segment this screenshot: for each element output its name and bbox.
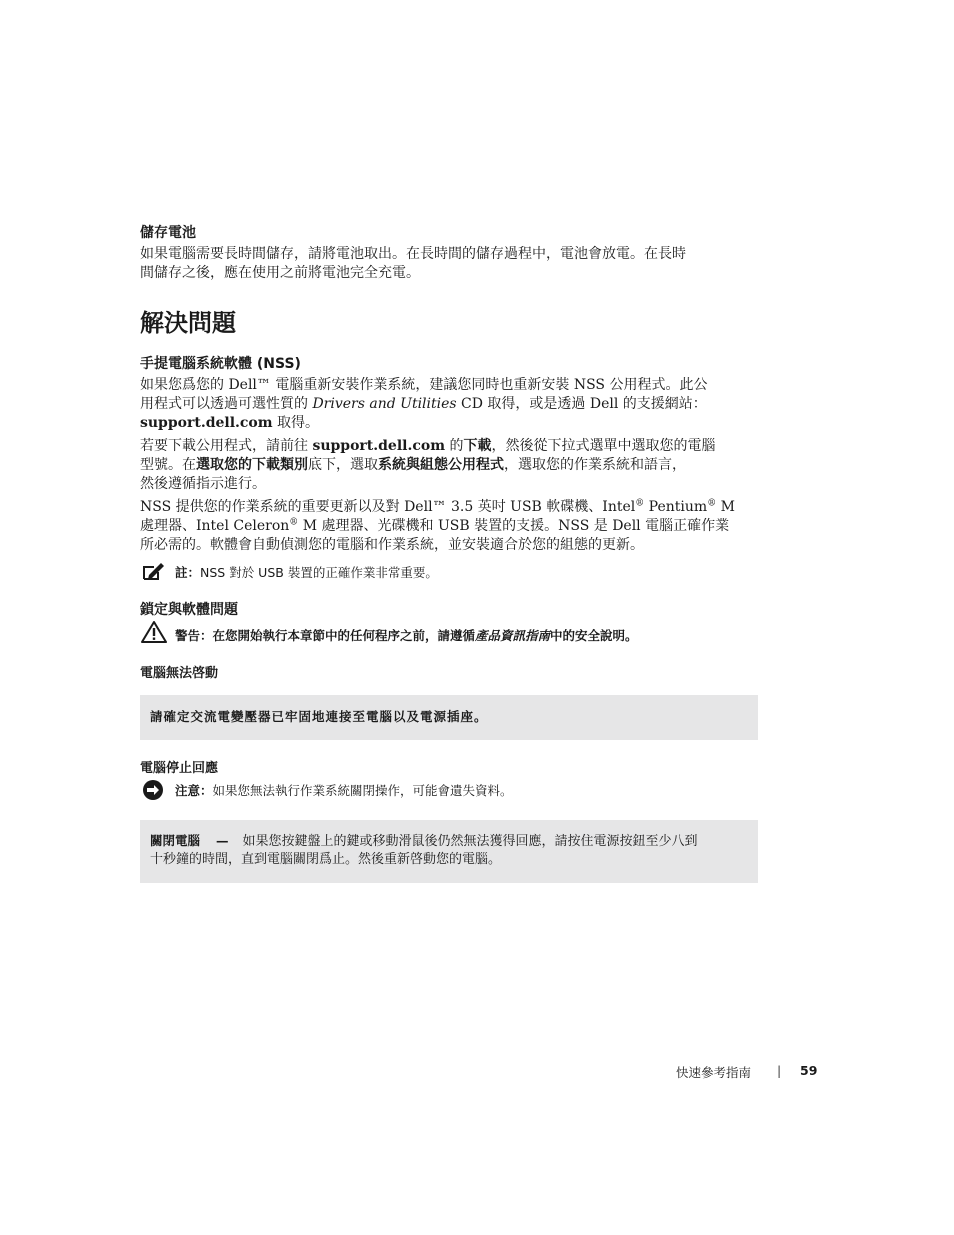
nss-p3-line-3: 所必需的。軟體會自動偵測您的電腦和作業系統，並安裝適合於您的組態的更新。 bbox=[140, 537, 644, 553]
nss-paragraph-3 bbox=[140, 498, 758, 555]
no-start-box bbox=[140, 695, 758, 740]
lockups-heading: 鎖定與軟體問題 bbox=[140, 602, 238, 618]
storage-line-2: 間儲存之後，應在使用之前將電池完全充電。 bbox=[140, 265, 420, 281]
page-number: 59 bbox=[800, 1063, 818, 1078]
nss-p1-line-3: support.dell.com 取得。 bbox=[140, 415, 320, 431]
nss-p2-line-1: 若要下載公用程式，請前往 support.dell.com 的下載，然後從下拉式選單中選取您的電腦 bbox=[140, 438, 716, 454]
nss-p2-line-2: 型號。在選取您的下載類別底下，選取系統與組態公用程式，選取您的作業系統和語言， bbox=[140, 457, 686, 473]
page-title: 解決問題 bbox=[140, 309, 236, 337]
no-start-heading: 電腦無法啓動 bbox=[140, 666, 219, 681]
storage-line-1: 如果電腦需要長時間儲存，請將電池取出。在長時間的儲存過程中，電池會放電。在長時 bbox=[140, 246, 686, 262]
nss-p1-line-2: 用程式可以透過可選性質的 Drivers and Utilities CD 取得，或是透過 Dell 的支援網站： bbox=[140, 396, 707, 412]
shutdown-label: 關閉電腦 bbox=[150, 833, 201, 848]
product-info-guide-title: 產品資訊指南 bbox=[475, 628, 551, 643]
storage-paragraph bbox=[140, 245, 758, 283]
shutdown-line-1: 關閉電腦 — 如果您按鍵盤上的鍵或移動滑鼠後仍然無法獲得回應，請按住電源按鈕至少八到 bbox=[150, 833, 698, 849]
footer-separator: | bbox=[777, 1063, 782, 1078]
shutdown-box-text bbox=[140, 820, 758, 869]
notice-icon bbox=[142, 779, 164, 805]
nss-heading: 手提電腦系統軟體 (NSS) bbox=[140, 356, 301, 372]
nss-note: 註：NSS 對於 USB 裝置的正確作業非常重要。 bbox=[175, 565, 438, 580]
shutdown-line-2: 十秒鐘的時間，直到電腦關閉爲止。然後重新啓動您的電腦。 bbox=[150, 852, 502, 867]
nss-paragraph-2 bbox=[140, 437, 758, 494]
warning-triangle-icon bbox=[140, 620, 168, 648]
caution-label: 警告： bbox=[175, 628, 213, 643]
stops-responding-heading: 電腦停止回應 bbox=[140, 761, 219, 776]
nss-p1-line-1: 如果您爲您的 Dell™ 電腦重新安裝作業系統，建議您同時也重新安裝 NSS 公用程式。此公 bbox=[140, 377, 708, 393]
note-label: 註： bbox=[175, 565, 201, 580]
footer-guide-name: 快速參考指南 bbox=[676, 1065, 752, 1080]
notice-text: 注意：如果您無法執行作業系統關閉操作，可能會遺失資料。 bbox=[175, 783, 513, 798]
nss-paragraph-1 bbox=[140, 376, 758, 433]
notice-label: 注意： bbox=[175, 783, 213, 798]
caution-text: 警告：在您開始執行本章節中的任何程序之前，請遵循產品資訊指南中的安全說明。 bbox=[175, 628, 638, 643]
nss-p3-line-2: 處理器、Intel Celeron® M 處理器、光碟機和 USB 裝置的支援。NSS 是 Dell 電腦正確作業 bbox=[140, 517, 730, 534]
no-start-box-text: 請確定交流電變壓器已牢固地連接至電腦以及電源插座。 bbox=[150, 709, 488, 724]
nss-p3-line-1: NSS 提供您的作業系統的重要更新以及對 Dell™ 3.5 英吋 USB 軟碟機、Intel® Pentium® M bbox=[140, 498, 735, 515]
drivers-utilities-title: Drivers and Utilities bbox=[312, 396, 457, 412]
support-link: support.dell.com bbox=[140, 415, 273, 431]
shutdown-box bbox=[140, 820, 758, 883]
nss-p2-line-3: 然後遵循指示進行。 bbox=[140, 476, 266, 492]
note-icon bbox=[142, 561, 166, 585]
storage-heading: 儲存電池 bbox=[140, 225, 196, 241]
